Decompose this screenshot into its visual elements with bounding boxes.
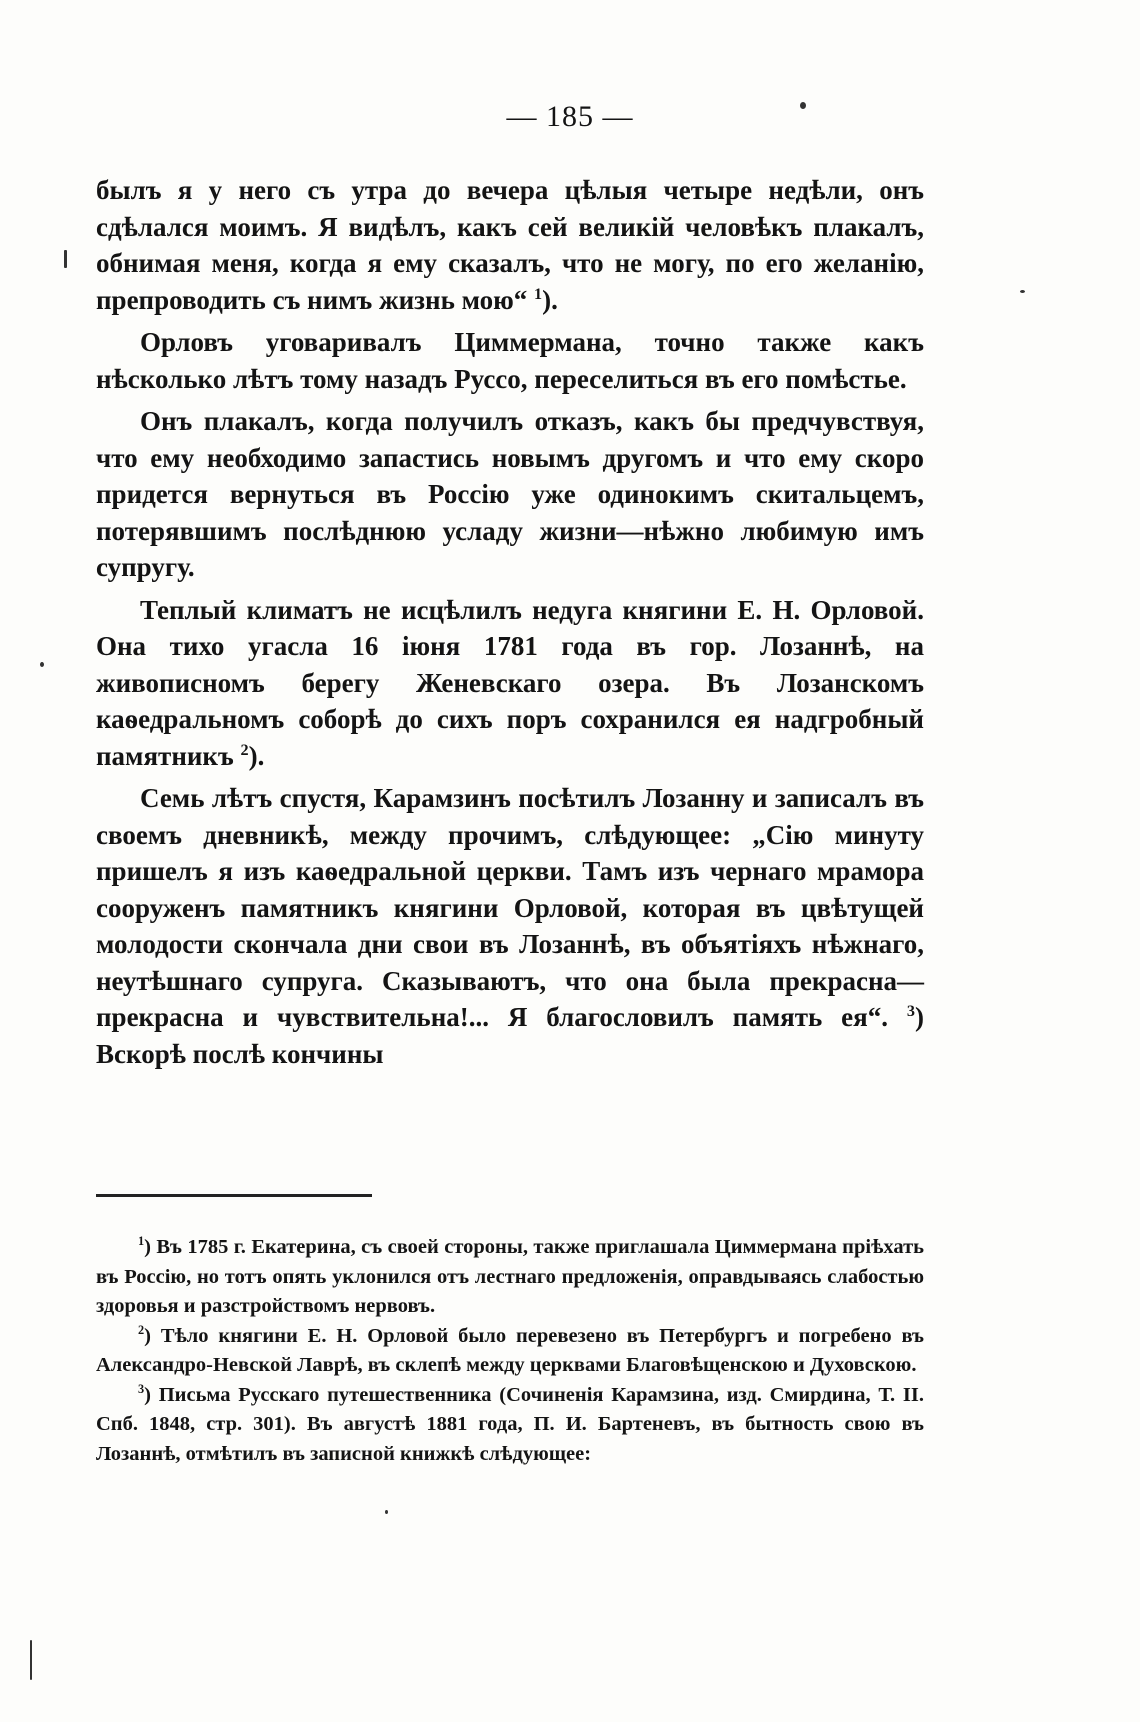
paragraph-5	[96, 780, 924, 1072]
footnote-ref-2: 2	[240, 740, 249, 759]
footnote-divider	[96, 1194, 372, 1197]
paragraph-tail: ).	[248, 740, 265, 771]
footnote-text: ) Въ 1785 г. Екатерина, съ своей стороны, также приглашала Циммермана пріѣхать въ Россію, но тотъ опять уклонился отъ лестнаго предложенія, оправдываясь слабостью здоровья и разстройствомъ нервовъ.	[96, 1236, 924, 1317]
footnotes	[96, 1233, 924, 1469]
footnote-marker: 3	[138, 1381, 145, 1396]
paragraph-text: Семь лѣтъ спустя, Карамзинъ посѣтилъ Лозанну и записалъ въ своемъ дневникѣ, между прочимъ, слѣдующее: „Сію минуту пришелъ я изъ каѳедральной церкви. Тамъ изъ чернаго мрамора сооруженъ памятникъ княгини Орловой, которая въ цвѣтущей молодости скончала дни свои въ Лозаннѣ, въ объятіяхъ нѣжнаго, неутѣшнаго супруга. Сказываютъ, что она была прекрасна—прекрасна и чувствительна!... Я благословилъ память ея“.	[96, 783, 924, 1032]
footnote-text: ) Письма Русскаго путешественника (Сочиненія Карамзина, изд. Смирдина, Т. II. Спб. 1848, стр. 301). Въ августѣ 1881 года, П. И. Бартеневъ, въ бытность свою въ Лозаннѣ, отмѣтилъ въ записной книжкѣ слѣдующее:	[96, 1383, 924, 1465]
footnote-2	[96, 1322, 924, 1381]
scan-speck	[385, 1510, 388, 1514]
footnote-ref-1: 1	[534, 284, 543, 303]
footnote-marker: 2	[138, 1322, 145, 1337]
paragraph-tail: ).	[542, 284, 558, 315]
scan-speck	[1020, 290, 1025, 293]
scan-speck	[40, 662, 44, 667]
main-text	[96, 172, 924, 1078]
paragraph-tail: ) Вскорѣ послѣ кончины	[96, 1002, 924, 1069]
footnote-text: ) Тѣло княгини Е. Н. Орловой было перевезено въ Петербургъ и погребено въ Александро-Невской Лаврѣ, въ склепѣ между церквами Благовѣщенскою и Духовскою.	[96, 1324, 924, 1376]
paragraph-text: Теплый климатъ не исцѣлилъ недуга княгини Е. Н. Орловой. Она тихо угасла 16 іюня 1781 года въ гор. Лозаннѣ, на живописномъ берегу Женевскаго озера. Въ Лозанскомъ каѳедральномъ соборѣ до сихъ поръ сохранился ея надгробный памятникъ	[96, 594, 924, 771]
footnote-marker: 1	[138, 1234, 145, 1249]
footnote-1	[96, 1233, 924, 1322]
paragraph-3: Онъ плакалъ, когда получилъ отказъ, какъ бы предчувствуя, что ему необходимо запастись новымъ другомъ и что ему скоро придется вернуться въ Россію уже одинокимъ скитальцемъ, потерявшимъ послѣднюю усладу жизни—нѣжно любимую имъ супругу.	[96, 406, 924, 582]
scan-speck	[64, 250, 67, 268]
paragraph-4	[96, 592, 924, 775]
footnote-ref-3: 3	[906, 1002, 915, 1020]
scan-speck	[800, 102, 806, 109]
paragraph-text: былъ я у него съ утра до вечера цѣлыя четыре недѣли, онъ сдѣлался моимъ. Я видѣлъ, какъ сей великій человѣкъ плакалъ, обнимая меня, когда я ему сказалъ, что не могу, по его желанію, препроводить съ нимъ жизнь мою“	[96, 175, 924, 315]
paragraph-2: Орловъ уговаривалъ Циммермана, точно также какъ нѣсколько лѣтъ тому назадъ Руссо, переселиться въ его помѣстье.	[96, 327, 924, 394]
paragraph-1	[96, 172, 924, 318]
page-number: — 185 —	[506, 100, 634, 133]
scan-speck	[30, 1640, 32, 1680]
footnote-3	[96, 1381, 924, 1470]
